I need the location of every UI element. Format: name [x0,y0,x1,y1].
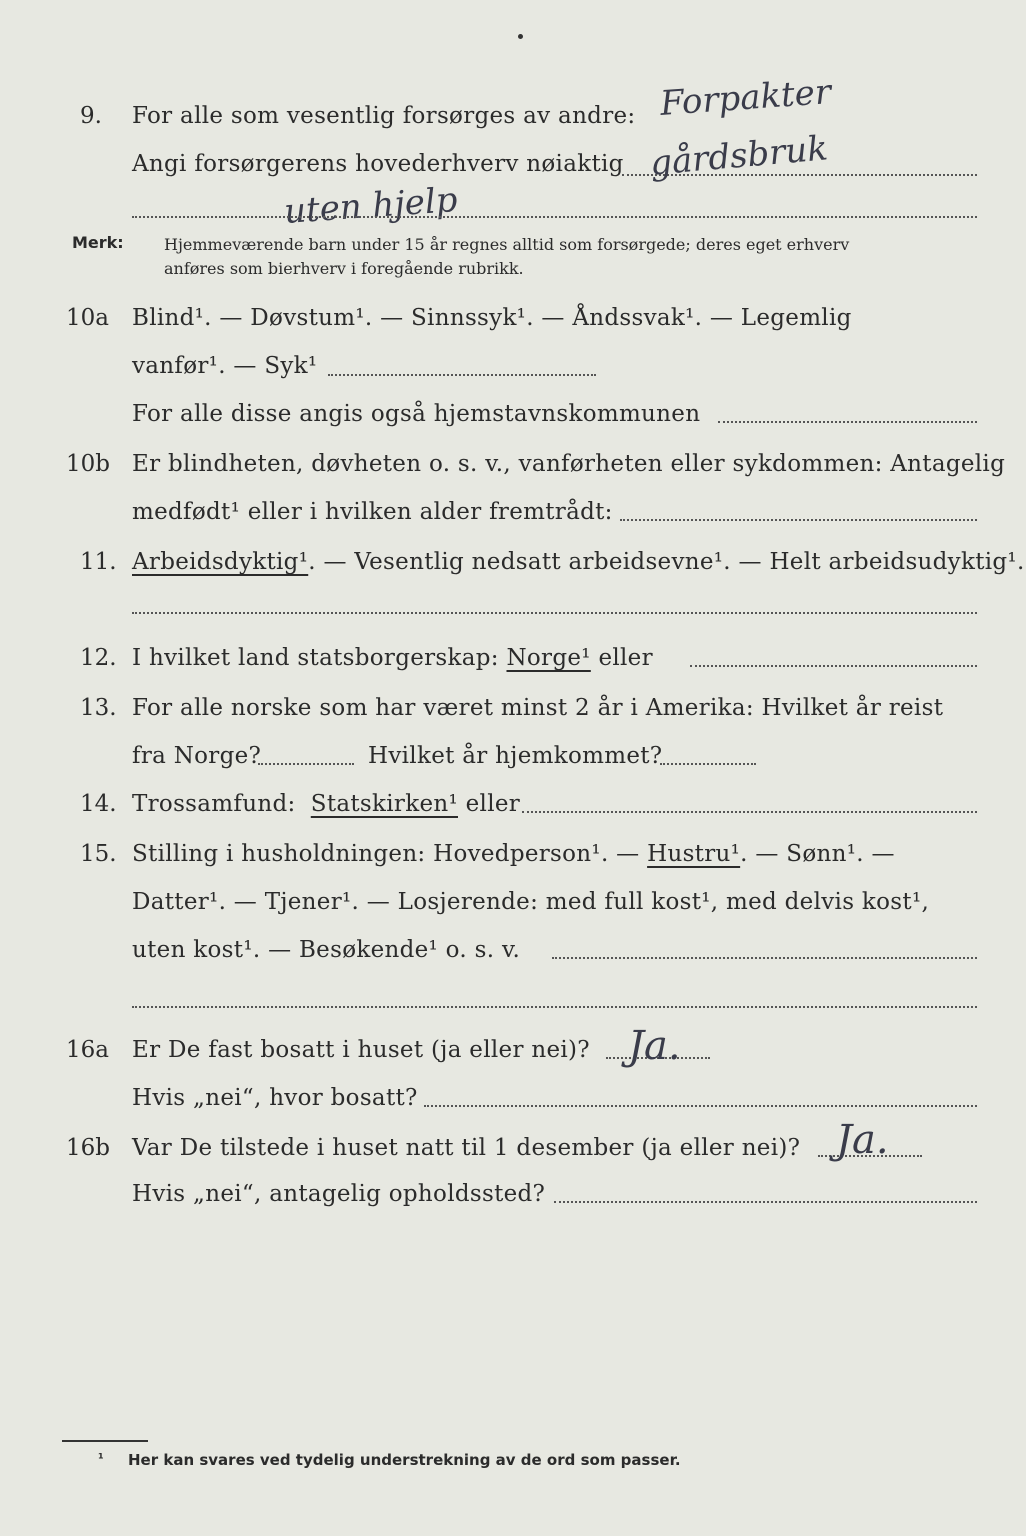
q15-option-hustru: Hustru¹ [647,841,741,867]
q11-text [132,548,1025,576]
q10a-hjemstavn-line [718,421,977,423]
q9-text1: For alle som vesentlig forsørges av andre: [132,103,636,129]
q11-rest: . — Vesentlig nedsatt arbeidsevne¹. — Helt arbeidsudyktig¹. [308,549,1025,575]
q13-line2a: fra Norge? [132,743,262,769]
merk-line1: Hjemmeværende barn under 15 år regnes alltid som forsørgede; deres eget erhverv [164,235,850,254]
q16b-line1: Var De tilstede i huset natt til 1 desember (ja eller nei)? [132,1135,801,1161]
merk-line2: anføres som bierhverv i foregående rubrikk. [164,259,524,278]
q15-line1b: . — Sønn¹. — [740,841,895,867]
q10b-line1: Er blindheten, døvheten o. s. v., vanførheten eller sykdommen: Antagelig [132,451,1006,477]
q14-option-statskirken: Statskirken¹ [310,791,458,817]
q13-line2b: Hvilket år hjemkommet? [368,743,663,769]
q11-answer-line [132,612,977,614]
q9-handwritten-answer3: uten hjelp [282,179,459,233]
q16b-opholdssted-line [554,1201,977,1203]
q9-text2: Angi forsørgerens hovederhverv nøiaktig [132,151,624,177]
q15-line2: Datter¹. — Tjener¹. — Losjerende: med full kost¹, med delvis kost¹, [132,889,930,915]
q11-number: 11. [80,549,117,575]
q10a-syk-line [328,374,596,376]
q13-line1: For alle norske som har været minst 2 år i Amerika: Hvilket år reist [132,695,944,721]
q12-question: I hvilket land statsborgerskap: [132,645,499,671]
q10a-line1: Blind¹. — Døvstum¹. — Sinnssyk¹. — Åndssvak¹. — Legemlig [132,305,852,331]
q15-answer-line [552,957,977,959]
q12-number: 12. [80,645,117,671]
q16b-number: 16b [66,1135,110,1161]
merk-label: Merk: [72,233,124,252]
q10a-line2: vanfør¹. — Syk¹ [132,353,318,379]
q14-answer-line [522,811,977,813]
q12-text [132,644,653,672]
q13-number: 13. [80,695,117,721]
q16b-handwritten-answer: Ja. [836,1117,889,1163]
q12-tail: eller [598,645,653,671]
q16b-line2: Hvis „nei“, antagelig opholdssted? [132,1181,546,1207]
q15-number: 15. [80,841,117,867]
q12-option-norge: Norge¹ [506,645,591,671]
q9-number: 9. [80,103,102,129]
q13-hjemkommet-line [660,763,756,765]
q15-line3: uten kost¹. — Besøkende¹ o. s. v. [132,937,521,963]
q16a-number: 16a [66,1037,109,1063]
q14-number: 14. [80,791,117,817]
footnote-mark: ¹ [98,1452,104,1467]
q13-reist-line [258,763,354,765]
footnote-text: Her kan svares ved tydelig understrekning av de ord som passer. [128,1451,681,1469]
q10b-alder-line [620,519,977,521]
punch-hole-mark [518,34,523,39]
q14-tail: eller [465,791,521,817]
q9-handwritten-answer2: gårdsbruk [648,128,830,184]
q15-line1a: Stilling i husholdningen: Hovedperson¹. — [132,841,640,867]
q14-question: Trossamfund: [132,791,296,817]
q10a-line3: For alle disse angis også hjemstavnskommunen [132,401,701,427]
q15-extra-line [132,1006,977,1008]
q16a-line1: Er De fast bosatt i huset (ja eller nei)? [132,1037,590,1063]
q10b-line2: medfødt¹ eller i hvilken alder fremtrådt: [132,499,613,525]
q12-answer-line [690,665,977,667]
q9-answer3-line [132,216,977,218]
q11-option-arbeidsdyktig: Arbeidsdyktig¹ [132,549,309,575]
q9-handwritten-answer1: Forpakter [658,72,833,124]
q16a-bosatt-line [424,1105,977,1107]
q14-text [132,790,520,818]
q10b-number: 10b [66,451,110,477]
q10a-number: 10a [66,305,109,331]
q15-line1 [132,840,895,868]
q16a-handwritten-answer: Ja. [628,1023,681,1069]
footnote-rule [62,1440,148,1442]
q16a-line2: Hvis „nei“, hvor bosatt? [132,1085,418,1111]
